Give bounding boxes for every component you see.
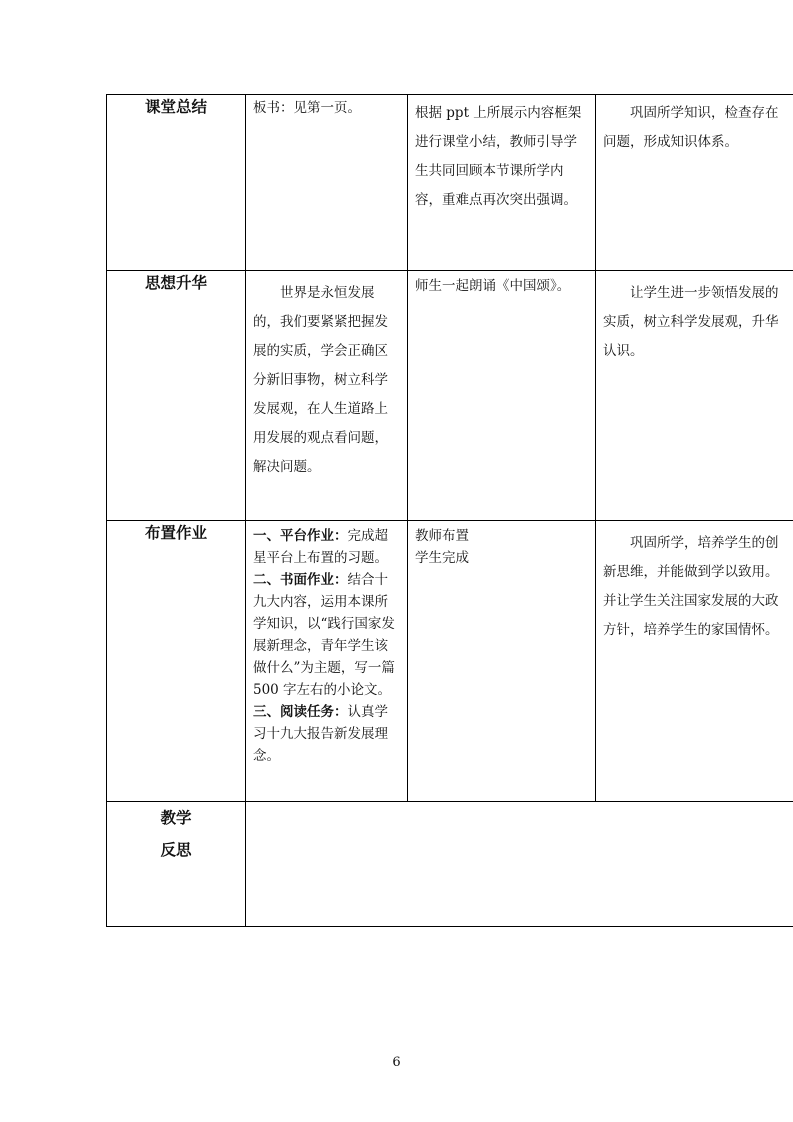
- table-row-reflection: [107, 802, 793, 927]
- table-row-sublimation: [107, 271, 793, 521]
- homework-intent-cell: [596, 521, 793, 802]
- sublimation-activity: 师生一起朗诵《中国颂》。: [415, 278, 571, 294]
- homework-activity-line: 教师布置: [415, 528, 469, 544]
- page-number: 6: [392, 1055, 401, 1070]
- sublimation-content-cell: [246, 271, 408, 521]
- row-label-homework: 布置作业: [107, 521, 246, 802]
- summary-content: 板书：见第一页。: [253, 100, 361, 116]
- summary-intent: 巩固所学知识，检查存在问题，形成知识体系。: [603, 105, 779, 150]
- summary-activity: 根据 ppt 上所展示内容框架进行课堂小结，教师引导学生共同回顾本节课所学内容，重难点再次突出强调。: [415, 105, 582, 208]
- reflection-content-cell: [246, 802, 793, 927]
- sublimation-content: 世界是永恒发展的，我们要紧紧把握发展的实质，学会正确区分新旧事物，树立科学发展观，在人生道路上用发展的观点看问题，解决问题。: [253, 285, 388, 475]
- homework-activity-cell: [408, 521, 596, 802]
- table-row-summary: [107, 95, 793, 271]
- row-label-sublimation: 思想升华: [107, 271, 246, 521]
- summary-content-cell: [246, 95, 408, 271]
- sublimation-activity-cell: [408, 271, 596, 521]
- homework-activity-line: 学生完成: [415, 550, 469, 566]
- homework-item: 三、阅读任务：认真学习十九大报告新发展理念。: [253, 704, 388, 764]
- lesson-plan-table: [106, 94, 793, 927]
- homework-item: 一、平台作业：完成超星平台上布置的习题。: [253, 528, 388, 566]
- homework-item: 二、书面作业：结合十九大内容，运用本课所学知识，以“践行国家发展新理念，青年学生该做什么”为主题，写一篇 500 字左右的小论文。: [253, 572, 395, 698]
- homework-intent: 巩固所学，培养学生的创新思维，并能做到学以致用。并让学生关注国家发展的大政方针，培养学生的家国情怀。: [603, 535, 779, 638]
- sublimation-intent: 让学生进一步领悟发展的实质，树立科学发展观，升华认识。: [603, 285, 779, 359]
- homework-activity: [408, 521, 595, 573]
- row-label-reflection: 教学 反思: [107, 802, 246, 927]
- homework-list: [246, 521, 407, 771]
- homework-content-cell: [246, 521, 408, 802]
- sublimation-intent-cell: [596, 271, 793, 521]
- summary-activity-cell: [408, 95, 596, 271]
- summary-intent-cell: [596, 95, 793, 271]
- row-label-summary: 课堂总结: [107, 95, 246, 271]
- table-row-homework: [107, 521, 793, 802]
